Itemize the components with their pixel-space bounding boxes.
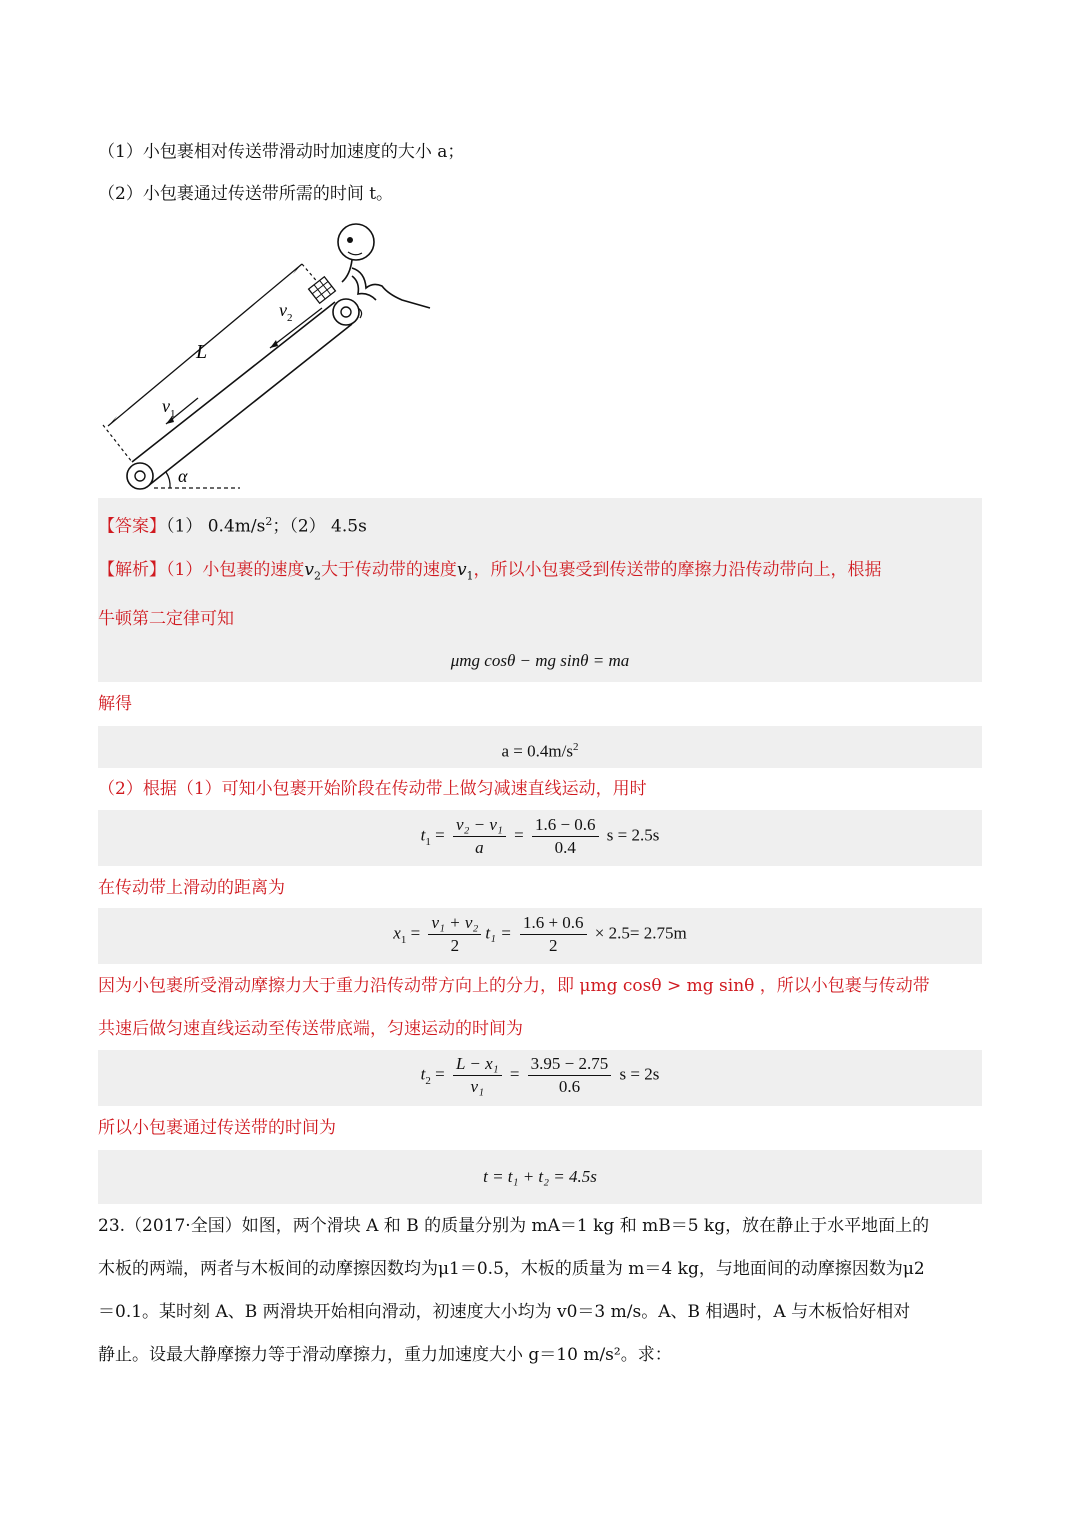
upper-roller	[333, 299, 359, 325]
v2-arrow	[270, 308, 322, 348]
equation-t2: $t_2$ = $\frac{\text{L − x₁}}{\text{v₁}}$ = $\frac{3.95 - 2.75}{0.6}$ s = 2s	[420, 1054, 660, 1096]
equation-newton: μmg cosθ − mg sinθ = ma	[450, 651, 630, 670]
alpha-label: α	[178, 466, 188, 486]
answer-prefix: 【答案】	[98, 516, 166, 537]
equation-total-time: t = t₁ + t₂ = 4.5s	[483, 1167, 597, 1186]
equation-x1: $x_1$ = $\frac{\text{v₁ + v₂}}{2}$ t₁ = $\frac{1.6 + 0.6}{2}$ × 2.5= 2.75m	[393, 913, 687, 955]
question-1: （1）小包裹相对传送带滑动时加速度的大小 a；	[98, 142, 465, 162]
analysis-line-1: 【解析】（1）小包裹的速度$v_2$大于传动带的速度$v_1$，所以小包裹受到传送带的摩擦力沿传动带向上，根据	[98, 560, 882, 583]
question-2: （2）小包裹通过传送带所需的时间 t。	[98, 184, 394, 204]
distance-label: 在传动带上滑动的距离为	[98, 878, 285, 898]
equation-acceleration: $a = 0.4m/s^2$	[501, 741, 579, 761]
analysis-line-2: 牛顿第二定律可知	[98, 609, 234, 629]
v1-label: $v_1$	[162, 396, 176, 420]
equation-t1: $t_1$ = $\frac{\text{v₂ − v₁}}{a}$ = $\frac{1.6 - 0.6}{0.4}$ s = 2.5s	[420, 815, 660, 857]
belt-bottom-edge	[148, 324, 352, 486]
reason-line-1: 因为小包裹所受滑动摩擦力大于重力沿传动带方向上的分力，即 μmg cosθ > mg sinθ ，所以小包裹与传动带	[98, 976, 930, 996]
part2-text: （2）根据（1）可知小包裹开始阶段在传动带上做匀减速直线运动，用时	[98, 779, 647, 799]
reason-line-2: 共速后做匀速直线运动至传送带底端，匀速运动的时间为	[98, 1019, 523, 1039]
package-icon	[309, 277, 336, 303]
lower-roller	[127, 463, 153, 489]
v2-label: $v_2$	[279, 300, 293, 324]
total-time-label: 所以小包裹通过传送带的时间为	[98, 1118, 336, 1138]
answer-line: 【答案】（1） $0.4m/s^2$；（2） 4.5s	[98, 515, 367, 537]
solve-label: 解得	[98, 694, 132, 714]
angle-arc	[166, 472, 170, 488]
question-23: 23.（2017·全国）如图，两个滑块 A 和 B 的质量分别为 mA＝1 kg 和 mB＝5 kg，放在静止于水平地面上的 木板的两端，两者与木板间的动摩擦因数均为μ1＝0.5，木板的质量为 m＝4 kg，与地面间的动摩擦因数为μ2 ＝0.1。某时刻 A、B 两滑块开始相向滑动，初速度大小均为 v0＝3 m/s。A、B 相遇时，A 与木板恰好相对 静止。设最大静摩擦力等于滑动摩擦力，重力加速度大小 g＝10 m/s²。求：	[98, 1216, 930, 1365]
length-label: L	[196, 341, 208, 363]
belt-top-edge	[132, 302, 335, 462]
conveyor-belt-figure	[90, 220, 450, 500]
